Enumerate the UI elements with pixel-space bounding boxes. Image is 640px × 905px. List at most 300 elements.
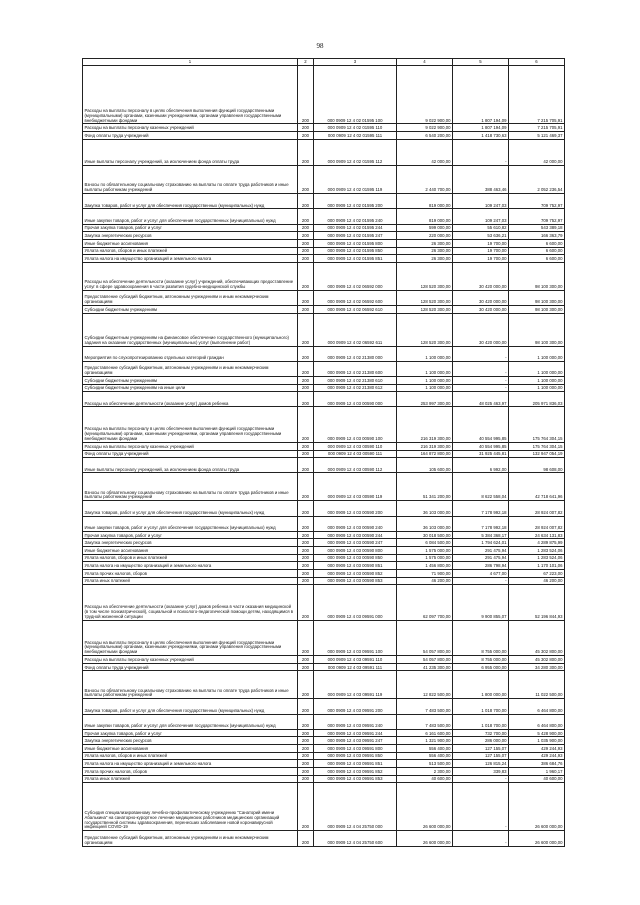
row-name: Уплата налогов, сборов и иных платежей <box>83 554 298 562</box>
row-executed: 6 955 000,00 <box>453 663 509 671</box>
row-approved: 220 000,00 <box>397 232 453 240</box>
row-budget-code: 000 0909 12 4 02 01595 851 <box>314 255 397 263</box>
row-approved: 26 600 000,00 <box>397 831 453 846</box>
row-executed: 732 700,00 <box>453 729 509 737</box>
row-name: Уплата иных платежей <box>83 775 298 783</box>
row-approved: 128 520 300,00 <box>397 290 453 305</box>
row-line-code: 200 <box>298 458 314 473</box>
row-approved: 46 200,00 <box>397 577 453 585</box>
row-executed: 1 807 194,09 <box>453 124 509 132</box>
table-row <box>83 262 565 290</box>
row-unexecuted: 6 600,00 <box>509 239 565 247</box>
row-executed: 286 798,94 <box>453 562 509 570</box>
row-executed: 6 992,00 <box>453 458 509 473</box>
row-line-code: 200 <box>298 66 314 124</box>
row-approved: 41 235 300,00 <box>397 663 453 671</box>
row-approved: 128 520 300,00 <box>397 313 453 346</box>
row-executed: - <box>453 577 509 585</box>
table-row <box>83 232 565 240</box>
row-approved: 599 000,00 <box>397 224 453 232</box>
row-name: Расходы на выплаты персоналу казенных учреждений <box>83 124 298 132</box>
row-line-code: 200 <box>298 407 314 443</box>
row-name: Расходы на обеспечение деятельности (оказание услуг) домов ребенка <box>83 392 298 407</box>
header-col-4: 4 <box>397 59 453 66</box>
row-unexecuted: 4 289 875,99 <box>509 539 565 547</box>
row-unexecuted: 24 634 131,83 <box>509 531 565 539</box>
row-budget-code: 000 0909 12 4 03 09591 247 <box>314 737 397 745</box>
row-line-code: 200 <box>298 516 314 531</box>
row-unexecuted: 45 302 800,00 <box>509 620 565 656</box>
row-line-code: 200 <box>298 699 314 714</box>
row-unexecuted: 46 200,00 <box>509 577 565 585</box>
row-name: Иные выплаты персоналу учреждений, за исключением фонда оплаты труда <box>83 458 298 473</box>
row-unexecuted: 6 464 800,00 <box>509 714 565 729</box>
row-name: Предоставление субсидий бюджетным, автономным учреждениям и иным некоммерческим организациям <box>83 290 298 305</box>
table-row <box>83 569 565 577</box>
row-unexecuted: 6 464 800,00 <box>509 699 565 714</box>
row-approved: 6 161 600,00 <box>397 729 453 737</box>
row-name: Предоставление субсидий бюджетным, автономным учреждениям и иным некоммерческим организациям <box>83 361 298 376</box>
row-line-code: 200 <box>298 760 314 768</box>
row-unexecuted: 26 600 000,00 <box>509 831 565 846</box>
row-name: Уплата налога на имущество организаций и земельного налога <box>83 562 298 570</box>
row-line-code: 200 <box>298 166 314 194</box>
row-budget-code: 000 0909 12 4 03 09591 244 <box>314 729 397 737</box>
row-name: Уплата налога на имущество организаций и земельного налога <box>83 760 298 768</box>
row-budget-code: 000 0909 12 4 02 21380 612 <box>314 384 397 392</box>
table-row <box>83 752 565 760</box>
row-budget-code: 000 0909 12 4 03 09591 000 <box>314 585 397 621</box>
row-line-code: 200 <box>298 132 314 140</box>
row-unexecuted: 1 100 000,00 <box>509 377 565 385</box>
row-executed: 53 636,21 <box>453 232 509 240</box>
row-approved: 1 456 800,00 <box>397 562 453 570</box>
row-executed: 126 815,24 <box>453 760 509 768</box>
table-row <box>83 66 565 124</box>
table-row <box>83 831 565 846</box>
row-budget-code: 000 0909 12 4 03 09591 200 <box>314 699 397 714</box>
row-line-code: 200 <box>298 554 314 562</box>
row-executed: 8 755 000,00 <box>453 656 509 664</box>
row-budget-code: 000 0909 12 4 03 00590 851 <box>314 562 397 570</box>
row-executed: 7 178 992,18 <box>453 501 509 516</box>
table-row <box>83 290 565 305</box>
row-executed: - <box>453 346 509 361</box>
row-line-code: 200 <box>298 577 314 585</box>
row-unexecuted: 52 196 844,93 <box>509 585 565 621</box>
row-name: Мероприятия по слухопротезированию отдельных категорий граждан <box>83 346 298 361</box>
row-unexecuted: 1 283 524,06 <box>509 554 565 562</box>
row-name: Субсидии бюджетным учреждениям <box>83 377 298 385</box>
row-budget-code: 000 0909 12 4 03 09591 240 <box>314 714 397 729</box>
row-unexecuted: 26 600 000,00 <box>509 783 565 831</box>
row-unexecuted: 543 389,18 <box>509 224 565 232</box>
row-unexecuted: 98 608,00 <box>509 458 565 473</box>
table-row <box>83 656 565 664</box>
row-unexecuted: 1 035 900,00 <box>509 737 565 745</box>
row-executed: 30 420 000,00 <box>453 290 509 305</box>
row-line-code: 200 <box>298 729 314 737</box>
row-name: Субсидии бюджетным учреждениям на иные цели <box>83 384 298 392</box>
row-approved: 36 103 000,00 <box>397 516 453 531</box>
row-approved: 819 000,00 <box>397 194 453 209</box>
page-number: 98 <box>316 42 324 50</box>
row-name: Фонд оплаты труда учреждений <box>83 450 298 458</box>
row-line-code: 200 <box>298 752 314 760</box>
row-line-code: 200 <box>298 255 314 263</box>
row-budget-code: 000 0909 12 4 03 00590 110 <box>314 443 397 451</box>
row-executed: - <box>453 377 509 385</box>
row-line-code: 200 <box>298 239 314 247</box>
table-row <box>83 247 565 255</box>
row-line-code: 200 <box>298 450 314 458</box>
table-row <box>83 377 565 385</box>
row-budget-code: 000 0909 12 4 03 09591 851 <box>314 760 397 768</box>
row-executed: 339,83 <box>453 767 509 775</box>
header-col-1: 1 <box>83 59 298 66</box>
table-row <box>83 767 565 775</box>
row-line-code: 200 <box>298 473 314 501</box>
row-unexecuted: 205 971 836,03 <box>509 392 565 407</box>
row-unexecuted: 1 170 101,06 <box>509 562 565 570</box>
row-line-code: 200 <box>298 656 314 664</box>
row-budget-code: 000 0909 12 4 03 00590 112 <box>314 458 397 473</box>
row-line-code: 200 <box>298 232 314 240</box>
row-unexecuted: 1 100 000,00 <box>509 361 565 376</box>
row-line-code: 200 <box>298 194 314 209</box>
row-executed: 30 420 000,00 <box>453 313 509 346</box>
row-approved: 54 057 800,00 <box>397 656 453 664</box>
row-budget-code: 000 0909 12 4 03 00590 852 <box>314 569 397 577</box>
row-approved: 216 319 300,00 <box>397 407 453 443</box>
row-name: Закупка товаров, работ и услуг для обеспечения государственных (муниципальных) нужд <box>83 501 298 516</box>
table-row <box>83 443 565 451</box>
header-col-5: 5 <box>453 59 509 66</box>
row-executed: 1 800 000,00 <box>453 671 509 699</box>
table-row <box>83 562 565 570</box>
row-line-code: 200 <box>298 831 314 846</box>
table-header-row <box>83 59 565 66</box>
row-name: Прочая закупка товаров, работ и услуг <box>83 531 298 539</box>
table-row <box>83 585 565 621</box>
row-budget-code: 000 0909 12 4 04 25750 000 <box>314 783 397 831</box>
row-name: Уплата налогов, сборов и иных платежей <box>83 752 298 760</box>
row-unexecuted: 386 684,76 <box>509 760 565 768</box>
row-line-code: 200 <box>298 392 314 407</box>
row-name: Иные закупки товаров, работ и услуг для обеспечения государственных (муниципальных) нужд <box>83 209 298 224</box>
row-line-code: 200 <box>298 671 314 699</box>
table-row <box>83 194 565 209</box>
row-line-code: 200 <box>298 745 314 753</box>
row-approved: 128 520 300,00 <box>397 262 453 290</box>
row-executed: 1 018 700,00 <box>453 699 509 714</box>
row-executed: 1 794 624,01 <box>453 539 509 547</box>
row-budget-code: 000 0909 12 4 02 01595 119 <box>314 166 397 194</box>
row-executed: 31 925 445,81 <box>453 450 509 458</box>
row-approved: 40 600,00 <box>397 775 453 783</box>
table-row <box>83 450 565 458</box>
row-approved: 513 500,00 <box>397 760 453 768</box>
row-executed: 1 807 194,09 <box>453 66 509 124</box>
row-approved: 1 321 900,00 <box>397 737 453 745</box>
row-unexecuted: 429 244,93 <box>509 752 565 760</box>
row-approved: 26 300,00 <box>397 247 453 255</box>
table-row <box>83 392 565 407</box>
row-unexecuted: 98 100 300,00 <box>509 262 565 290</box>
row-name: Иные бюджетные ассигнования <box>83 547 298 555</box>
row-budget-code: 000 0909 12 4 02 01595 800 <box>314 239 397 247</box>
row-budget-code: 000 0909 12 4 02 01595 244 <box>314 224 397 232</box>
row-name: Иные бюджетные ассигнования <box>83 239 298 247</box>
row-name: Субсидии бюджетным учреждениям на финансовое обеспечение государственного (муниципального) задания на оказание государственных (муниципальных) услуг (выполнение работ) <box>83 313 298 346</box>
row-unexecuted: 28 924 007,82 <box>509 501 565 516</box>
row-line-code: 200 <box>298 443 314 451</box>
row-budget-code: 000 0909 12 4 02 21380 000 <box>314 346 397 361</box>
row-name: Иные закупки товаров, работ и услуг для обеспечения государственных (муниципальных) нужд <box>83 714 298 729</box>
row-line-code: 200 <box>298 290 314 305</box>
table-row <box>83 313 565 346</box>
row-executed: 48 025 463,97 <box>453 392 509 407</box>
budget-execution-table <box>82 58 565 847</box>
row-executed: - <box>453 775 509 783</box>
row-name: Иные закупки товаров, работ и услуг для обеспечения государственных (муниципальных) нужд <box>83 516 298 531</box>
row-executed: 291 475,94 <box>453 547 509 555</box>
row-budget-code: 000 0909 12 4 02 06592 610 <box>314 305 397 313</box>
row-name: Фонд оплаты труда учреждений <box>83 132 298 140</box>
row-executed: 5 384 368,17 <box>453 531 509 539</box>
row-name: Уплата налогов, сборов и иных платежей <box>83 247 298 255</box>
row-executed: 1 418 730,63 <box>453 132 509 140</box>
row-budget-code: 000 0909 12 4 03 00590 244 <box>314 531 397 539</box>
table-row <box>83 663 565 671</box>
row-executed: - <box>453 384 509 392</box>
row-line-code: 200 <box>298 539 314 547</box>
table-row <box>83 539 565 547</box>
row-line-code: 200 <box>298 663 314 671</box>
row-name: Закупка энергетических ресурсов <box>83 539 298 547</box>
table-row <box>83 671 565 699</box>
row-unexecuted: 429 244,93 <box>509 745 565 753</box>
row-budget-code: 000 0909 12 4 02 01595 240 <box>314 209 397 224</box>
row-executed: 9 900 855,07 <box>453 585 509 621</box>
row-budget-code: 000 0909 12 4 04 25750 600 <box>314 831 397 846</box>
row-approved: 1 575 000,00 <box>397 547 453 555</box>
row-name: Расходы на выплаты персоналу казенных учреждений <box>83 656 298 664</box>
row-executed: 127 155,07 <box>453 752 509 760</box>
row-approved: 1 100 000,00 <box>397 346 453 361</box>
table-row <box>83 305 565 313</box>
row-line-code: 200 <box>298 737 314 745</box>
row-budget-code: 000 0909 12 4 02 01595 850 <box>314 247 397 255</box>
row-unexecuted: 2 052 236,54 <box>509 166 565 194</box>
row-name: Уплата иных платежей <box>83 577 298 585</box>
row-line-code: 200 <box>298 569 314 577</box>
table-row <box>83 239 565 247</box>
row-budget-code: 000 0909 12 4 03 09591 110 <box>314 656 397 664</box>
row-approved: 556 400,00 <box>397 752 453 760</box>
row-name: Уплата прочих налогов, сборов <box>83 569 298 577</box>
row-unexecuted: 1 100 000,00 <box>509 346 565 361</box>
row-unexecuted: 98 100 300,00 <box>509 313 565 346</box>
row-unexecuted: 6 600,00 <box>509 247 565 255</box>
row-name: Предоставление субсидий бюджетным, автономным учреждениям и иным некоммерческим организациям <box>83 831 298 846</box>
row-approved: 556 400,00 <box>397 745 453 753</box>
row-approved: 164 872 800,00 <box>397 450 453 458</box>
row-line-code: 200 <box>298 224 314 232</box>
header-col-3: 3 <box>314 59 397 66</box>
row-approved: 2 440 700,00 <box>397 166 453 194</box>
row-executed: - <box>453 139 509 166</box>
row-unexecuted: 175 764 304,15 <box>509 443 565 451</box>
row-executed: 291 475,94 <box>453 554 509 562</box>
table-row <box>83 745 565 753</box>
row-name: Расходы на обеспечение деятельности (оказание услуг) домов ребенка в части оказания медицинской (в том числе психиатрической), социальной и психолого-педагогической помощи детям, находящимся в трудной жизненной ситуации <box>83 585 298 621</box>
table-row <box>83 547 565 555</box>
row-line-code: 200 <box>298 501 314 516</box>
table-row <box>83 620 565 656</box>
row-approved: 1 100 000,00 <box>397 361 453 376</box>
row-approved: 6 084 500,00 <box>397 539 453 547</box>
table-row <box>83 384 565 392</box>
row-executed: - <box>453 831 509 846</box>
row-unexecuted: 98 100 300,00 <box>509 290 565 305</box>
row-approved: 128 520 300,00 <box>397 305 453 313</box>
row-approved: 36 103 000,00 <box>397 501 453 516</box>
row-line-code: 200 <box>298 783 314 831</box>
row-name: Расходы на выплаты персоналу в целях обеспечения выполнения функций государственными (муниципальными) органами, казенными учреждениями, органами управления государственными внебюджетными фондами <box>83 407 298 443</box>
row-unexecuted: 42 718 641,96 <box>509 473 565 501</box>
row-unexecuted: 709 752,97 <box>509 209 565 224</box>
table-row <box>83 699 565 714</box>
row-unexecuted: 40 600,00 <box>509 775 565 783</box>
table-row <box>83 775 565 783</box>
header-col-6: 6 <box>509 59 565 66</box>
row-executed: 8 755 000,00 <box>453 620 509 656</box>
row-line-code: 200 <box>298 384 314 392</box>
row-name: Закупка энергетических ресурсов <box>83 737 298 745</box>
row-line-code: 200 <box>298 547 314 555</box>
row-name: Прочая закупка товаров, работ и услуг <box>83 224 298 232</box>
row-executed: 127 155,07 <box>453 745 509 753</box>
table-row <box>83 255 565 263</box>
row-budget-code: 000 0909 12 4 03 00590 119 <box>314 473 397 501</box>
row-line-code: 200 <box>298 139 314 166</box>
row-budget-code: 000 0909 12 4 03 00590 100 <box>314 407 397 443</box>
row-approved: 71 900,00 <box>397 569 453 577</box>
row-budget-code: 000 0909 12 4 02 01595 200 <box>314 194 397 209</box>
row-line-code: 200 <box>298 775 314 783</box>
row-budget-code: 000 0909 12 4 03 09591 111 <box>314 663 397 671</box>
row-budget-code: 000 0909 12 4 02 06592 611 <box>314 313 397 346</box>
table-row <box>83 714 565 729</box>
row-approved: 42 000,00 <box>397 139 453 166</box>
row-unexecuted: 5 121 469,37 <box>509 132 565 140</box>
row-line-code: 200 <box>298 209 314 224</box>
row-line-code: 200 <box>298 124 314 132</box>
row-line-code: 200 <box>298 714 314 729</box>
table-row <box>83 361 565 376</box>
row-approved: 26 600 000,00 <box>397 783 453 831</box>
table-row <box>83 531 565 539</box>
row-name: Фонд оплаты труда учреждений <box>83 663 298 671</box>
row-approved: 9 022 900,00 <box>397 66 453 124</box>
row-budget-code: 000 0909 12 4 03 09591 100 <box>314 620 397 656</box>
row-line-code: 200 <box>298 247 314 255</box>
row-unexecuted: 28 924 007,82 <box>509 516 565 531</box>
row-executed: 19 700,00 <box>453 239 509 247</box>
table-body <box>83 66 565 847</box>
table-row <box>83 132 565 140</box>
row-budget-code: 000 0909 12 4 03 00590 800 <box>314 547 397 555</box>
row-name: Закупка товаров, работ и услуг для обеспечения государственных (муниципальных) нужд <box>83 699 298 714</box>
row-executed: 109 247,03 <box>453 209 509 224</box>
row-budget-code: 000 0909 12 4 02 01595 100 <box>314 66 397 124</box>
row-budget-code: 000 0909 12 4 03 09591 850 <box>314 752 397 760</box>
row-unexecuted: 42 000,00 <box>509 139 565 166</box>
row-unexecuted: 1 283 524,06 <box>509 547 565 555</box>
row-approved: 9 022 900,00 <box>397 124 453 132</box>
table-row <box>83 783 565 831</box>
row-executed: 40 554 995,85 <box>453 407 509 443</box>
row-name: Закупка энергетических ресурсов <box>83 232 298 240</box>
row-unexecuted: 5 428 900,00 <box>509 729 565 737</box>
row-approved: 1 100 000,00 <box>397 384 453 392</box>
row-line-code: 200 <box>298 377 314 385</box>
row-name: Иные выплаты персоналу учреждений, за исключением фонда оплаты труда <box>83 139 298 166</box>
table-row <box>83 760 565 768</box>
row-unexecuted: 7 215 705,91 <box>509 66 565 124</box>
row-executed: 40 554 995,85 <box>453 443 509 451</box>
table-row <box>83 209 565 224</box>
row-unexecuted: 709 752,97 <box>509 194 565 209</box>
row-unexecuted: 45 302 800,00 <box>509 656 565 664</box>
row-budget-code: 000 0909 12 4 02 01595 247 <box>314 232 397 240</box>
row-approved: 12 822 500,00 <box>397 671 453 699</box>
table-row <box>83 458 565 473</box>
row-unexecuted: 6 600,00 <box>509 255 565 263</box>
row-unexecuted: 175 764 304,15 <box>509 407 565 443</box>
row-budget-code: 000 0909 12 4 02 06592 600 <box>314 290 397 305</box>
row-approved: 253 997 300,00 <box>397 392 453 407</box>
row-budget-code: 000 0909 12 4 02 01595 111 <box>314 132 397 140</box>
row-approved: 62 097 700,00 <box>397 585 453 621</box>
row-budget-code: 000 0909 12 4 03 00590 247 <box>314 539 397 547</box>
row-line-code: 200 <box>298 313 314 346</box>
row-budget-code: 000 0909 12 4 03 09591 119 <box>314 671 397 699</box>
row-approved: 216 319 300,00 <box>397 443 453 451</box>
row-approved: 54 057 800,00 <box>397 620 453 656</box>
table-row <box>83 501 565 516</box>
table-row <box>83 729 565 737</box>
row-line-code: 200 <box>298 262 314 290</box>
header-col-2: 2 <box>298 59 314 66</box>
row-name: Расходы на выплаты персоналу в целях обеспечения выполнения функций государственными (муниципальными) органами, казенными учреждениями, органами управления государственными внебюджетными фондами <box>83 620 298 656</box>
table-row <box>83 737 565 745</box>
table-row <box>83 516 565 531</box>
row-approved: 7 483 500,00 <box>397 714 453 729</box>
row-approved: 51 341 200,00 <box>397 473 453 501</box>
row-approved: 6 540 200,00 <box>397 132 453 140</box>
row-executed: - <box>453 361 509 376</box>
row-unexecuted: 166 363,79 <box>509 232 565 240</box>
row-name: Уплата налога на имущество организаций и земельного налога <box>83 255 298 263</box>
table-row <box>83 166 565 194</box>
row-executed: 286 000,00 <box>453 737 509 745</box>
row-executed: 109 247,03 <box>453 194 509 209</box>
row-name: Взносы по обязательному социальному страхованию на выплаты по оплате труда работников и иные выплаты работникам учреждений <box>83 166 298 194</box>
row-line-code: 200 <box>298 346 314 361</box>
table-row <box>83 224 565 232</box>
